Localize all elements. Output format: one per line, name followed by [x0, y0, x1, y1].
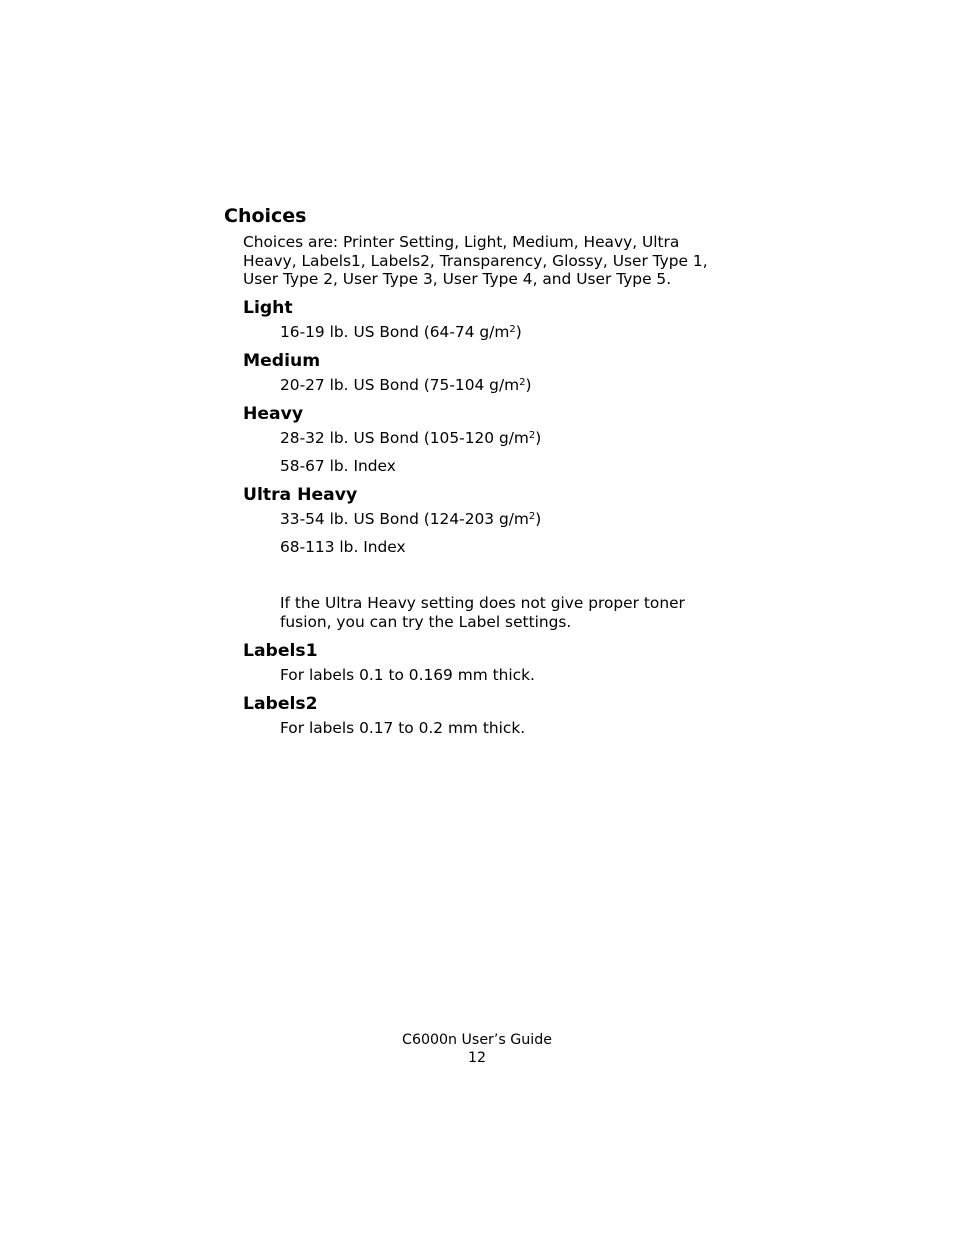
- ultra-heavy-bond-text: 33-54 lb. US Bond (124-203 g/m: [280, 510, 529, 528]
- heavy-bond-text: 28-32 lb. US Bond (105-120 g/m: [280, 429, 529, 447]
- medium-heading: Medium: [243, 351, 321, 371]
- labels2-text: For labels 0.17 to 0.2 mm thick.: [280, 719, 526, 737]
- ultra-heavy-index: 68-113 lb. Index: [280, 538, 406, 556]
- medium-superscript: 2: [519, 377, 526, 388]
- heavy-close-paren: ): [535, 429, 542, 447]
- ultra-heavy-close-paren: ): [535, 510, 542, 528]
- heavy-heading: Heavy: [243, 404, 304, 424]
- medium-bond-text: 20-27 lb. US Bond (75-104 g/m: [280, 376, 520, 394]
- medium-close-paren: ): [525, 376, 532, 394]
- labels2-heading: Labels2: [243, 694, 318, 714]
- labels1-heading: Labels1: [243, 641, 318, 661]
- heavy-weight: [280, 429, 541, 448]
- heavy-superscript: 2: [528, 430, 536, 441]
- light-heading: Light: [243, 298, 293, 318]
- footer-guide-title: C6000n User’s Guide: [402, 1032, 552, 1048]
- light-weight: [280, 323, 522, 342]
- heavy-index: 58-67 lb. Index: [280, 457, 396, 475]
- labels1-text: For labels 0.1 to 0.169 mm thick.: [280, 666, 535, 684]
- light-superscript: 2: [509, 324, 516, 335]
- footer-page-number: 12: [467, 1049, 487, 1066]
- light-bond-text: 16-19 lb. US Bond (64-74 g/m: [280, 323, 510, 341]
- ultra-heavy-note: If the Ultra Heavy setting does not give proper toner fusion, you can try the Label settings.: [280, 594, 685, 631]
- light-close-paren: ): [515, 323, 522, 341]
- page-footer: [0, 1032, 954, 1067]
- choices-intro: Choices are: Printer Setting, Light, Medium, Heavy, Ultra Heavy, Labels1, Labels2, Transparency, Glossy, User Type 1, User Type 2, User Type 3, User Type 4, and User Type 5.: [243, 233, 708, 289]
- ultra-heavy-weight: [280, 510, 541, 529]
- ultra-heavy-heading: Ultra Heavy: [243, 485, 358, 505]
- ultra-heavy-superscript: 2: [528, 511, 536, 522]
- medium-weight: [280, 376, 532, 395]
- section-title: Choices: [224, 205, 307, 227]
